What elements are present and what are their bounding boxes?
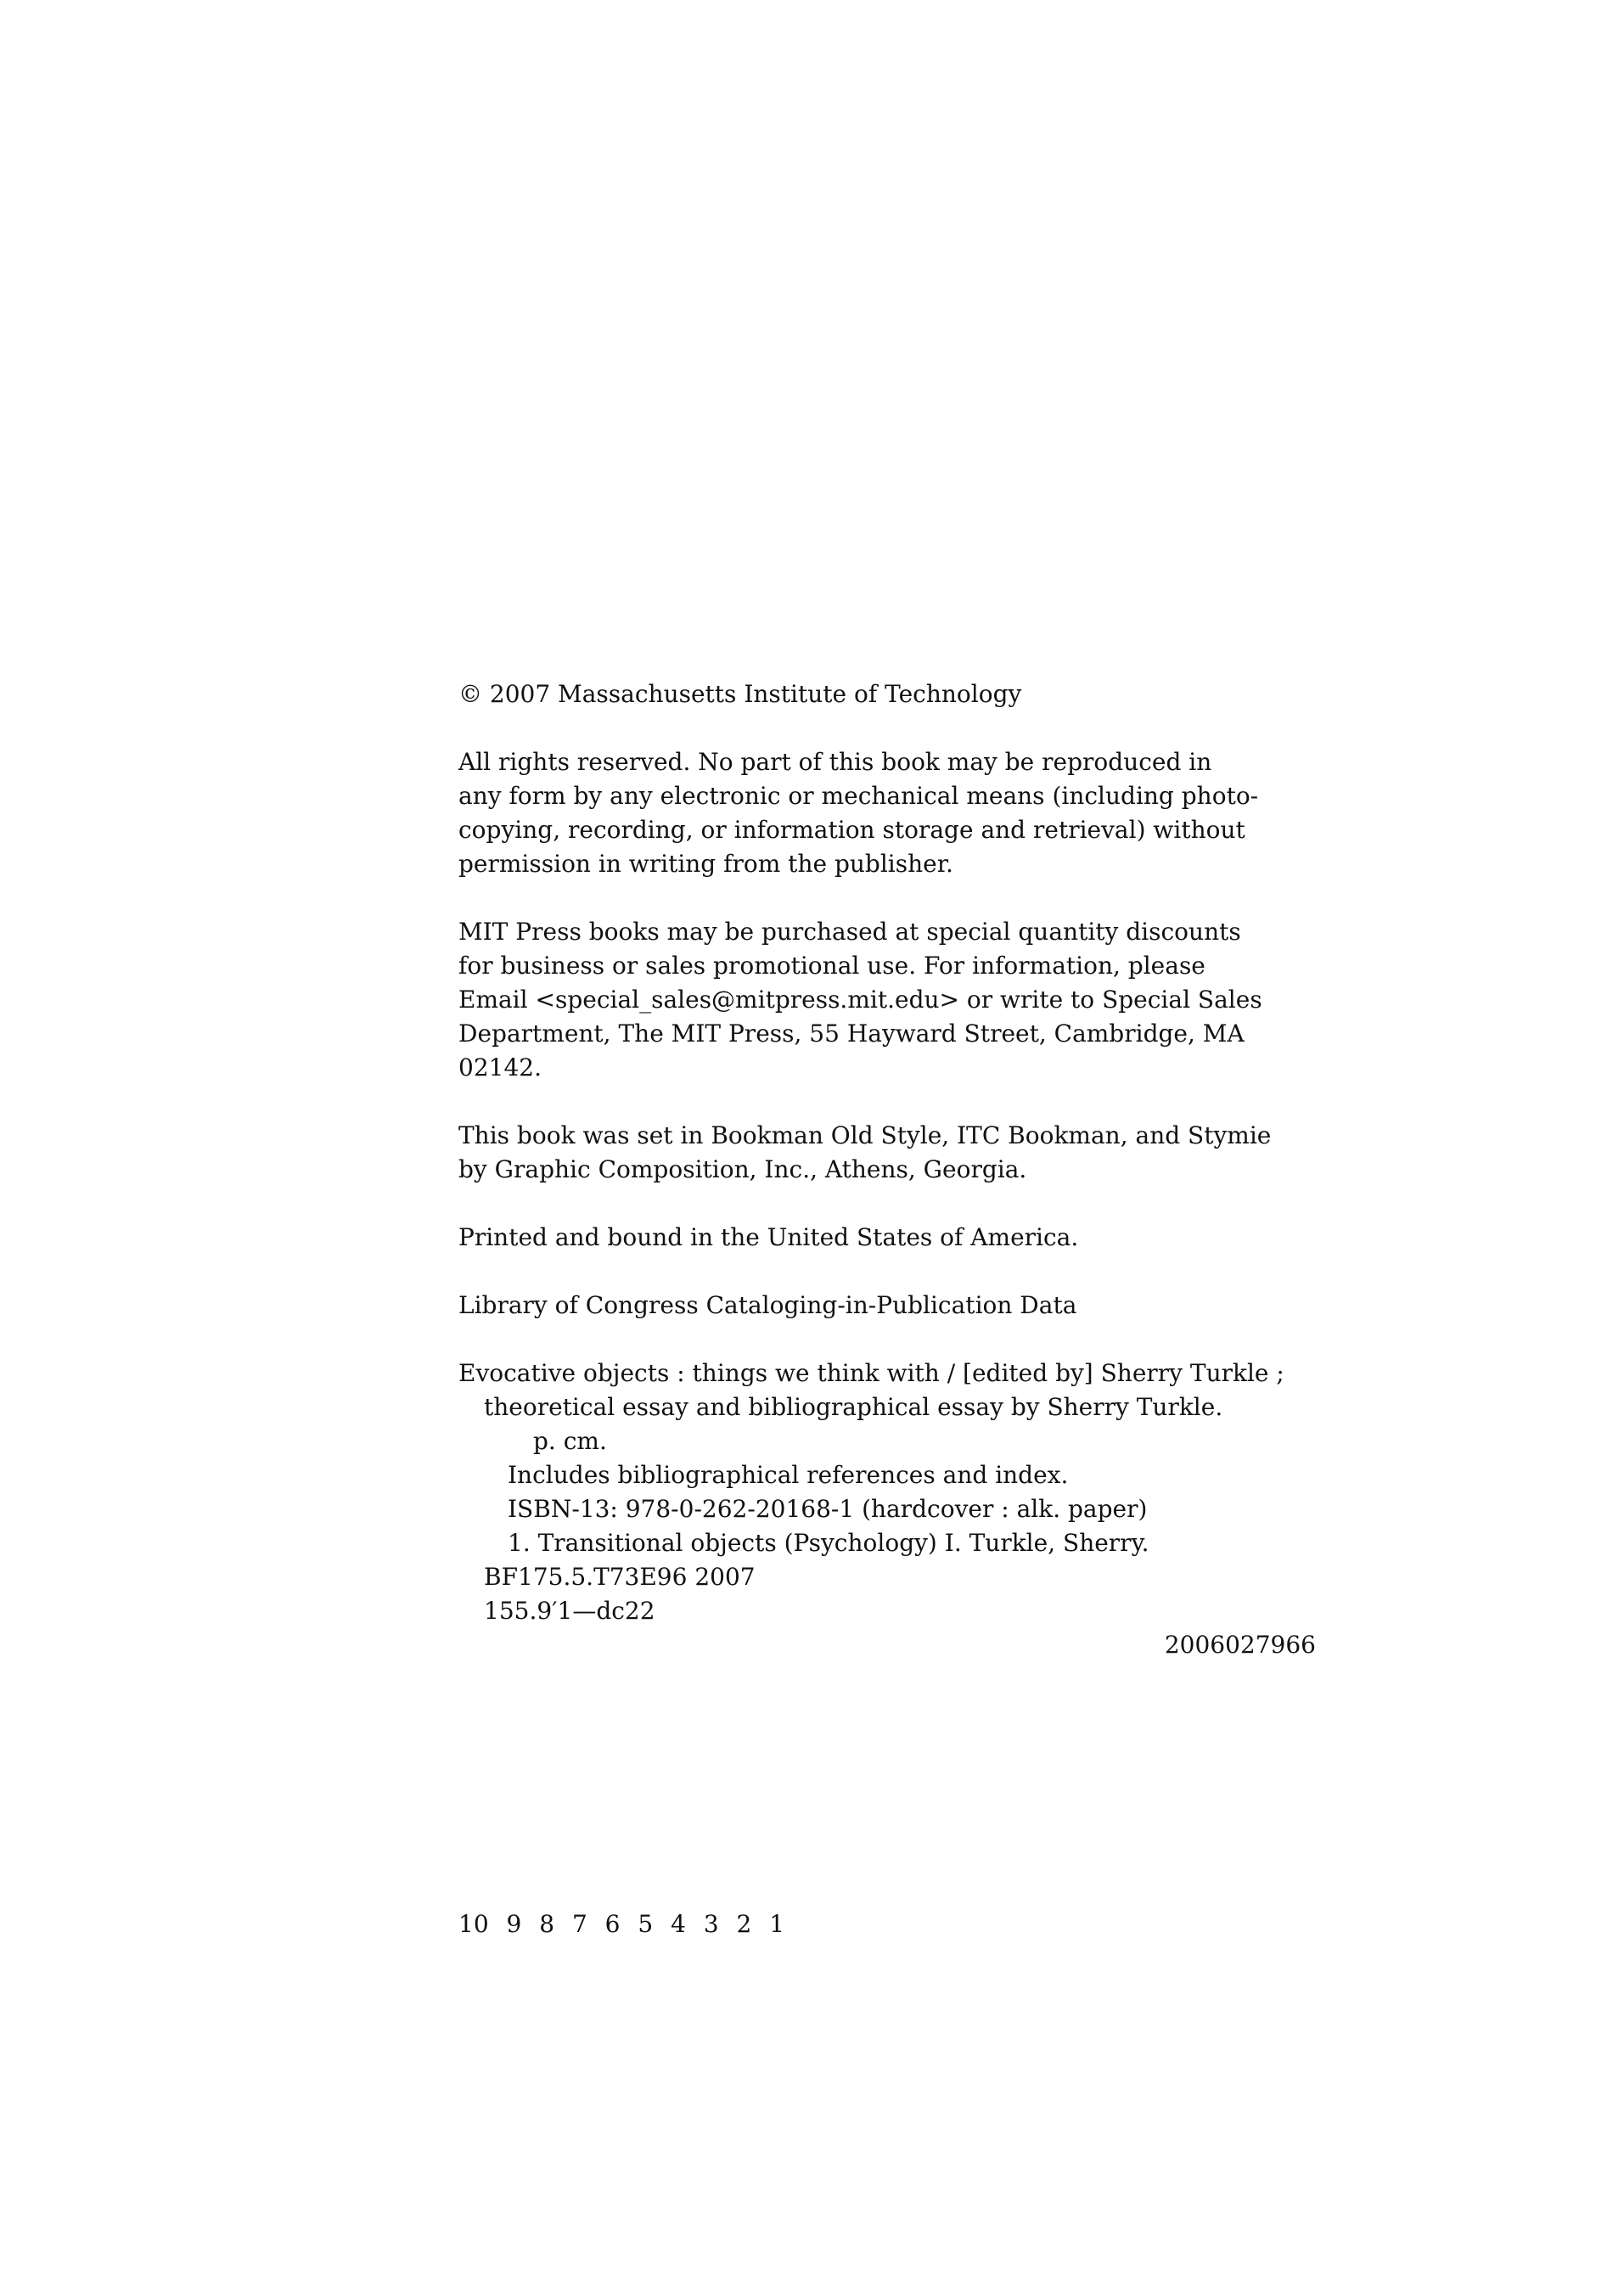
rights-line: copying, recording, or information storage and retrieval) without bbox=[458, 816, 1245, 844]
cip-record bbox=[458, 1357, 1316, 1662]
sales-line: for business or sales promotional use. For information, please bbox=[458, 952, 1205, 980]
cip-isbn: ISBN-13: 978-0-262-20168-1 (hardcover : alk. paper) bbox=[508, 1495, 1148, 1523]
cip-lc-class: BF175.5.T73E96 2007 bbox=[484, 1563, 756, 1591]
rights-line: any form by any electronic or mechanical means (including photo- bbox=[458, 782, 1259, 810]
sales-paragraph bbox=[458, 915, 1316, 1085]
copyright-notice bbox=[458, 677, 1316, 711]
sales-line: MIT Press books may be purchased at special quantity discounts bbox=[458, 918, 1241, 946]
printing-line: 10 9 8 7 6 5 4 3 2 1 bbox=[458, 1910, 785, 1938]
sales-line: 02142. bbox=[458, 1053, 542, 1081]
cip-lccn: 2006027966 bbox=[1164, 1631, 1316, 1659]
sales-line: Department, The MIT Press, 55 Hayward Street, Cambridge, MA bbox=[458, 1020, 1245, 1048]
printed-line: Printed and bound in the United States of America. bbox=[458, 1223, 1079, 1251]
sales-line: Email <special_sales@mitpress.mit.edu> or write to Special Sales bbox=[458, 986, 1262, 1014]
typeset-line: by Graphic Composition, Inc., Athens, Georgia. bbox=[458, 1155, 1027, 1183]
cip-heading-line: Library of Congress Cataloging-in-Publication Data bbox=[458, 1291, 1077, 1319]
copyright-line: © 2007 Massachusetts Institute of Technology bbox=[458, 680, 1022, 708]
cip-heading bbox=[458, 1289, 1316, 1323]
cip-title-continuation: theoretical essay and bibliographical essay by Sherry Turkle. bbox=[484, 1393, 1223, 1421]
typeset-line: This book was set in Bookman Old Style, ITC Bookman, and Stymie bbox=[458, 1121, 1272, 1149]
cip-subjects: 1. Transitional objects (Psychology) I. Turkle, Sherry. bbox=[508, 1529, 1149, 1557]
rights-paragraph bbox=[458, 745, 1316, 881]
cip-title-line: Evocative objects : things we think with / [edited by] Sherry Turkle ; bbox=[458, 1359, 1284, 1387]
rights-line: permission in writing from the publisher. bbox=[458, 850, 953, 878]
typesetting-paragraph bbox=[458, 1119, 1316, 1187]
cip-dewey: 155.9′1—dc22 bbox=[484, 1597, 655, 1625]
rights-line: All rights reserved. No part of this book may be reproduced in bbox=[458, 748, 1212, 776]
cip-includes: Includes bibliographical references and index. bbox=[508, 1461, 1069, 1489]
printed-notice bbox=[458, 1221, 1316, 1255]
cip-pages: p. cm. bbox=[533, 1427, 607, 1455]
